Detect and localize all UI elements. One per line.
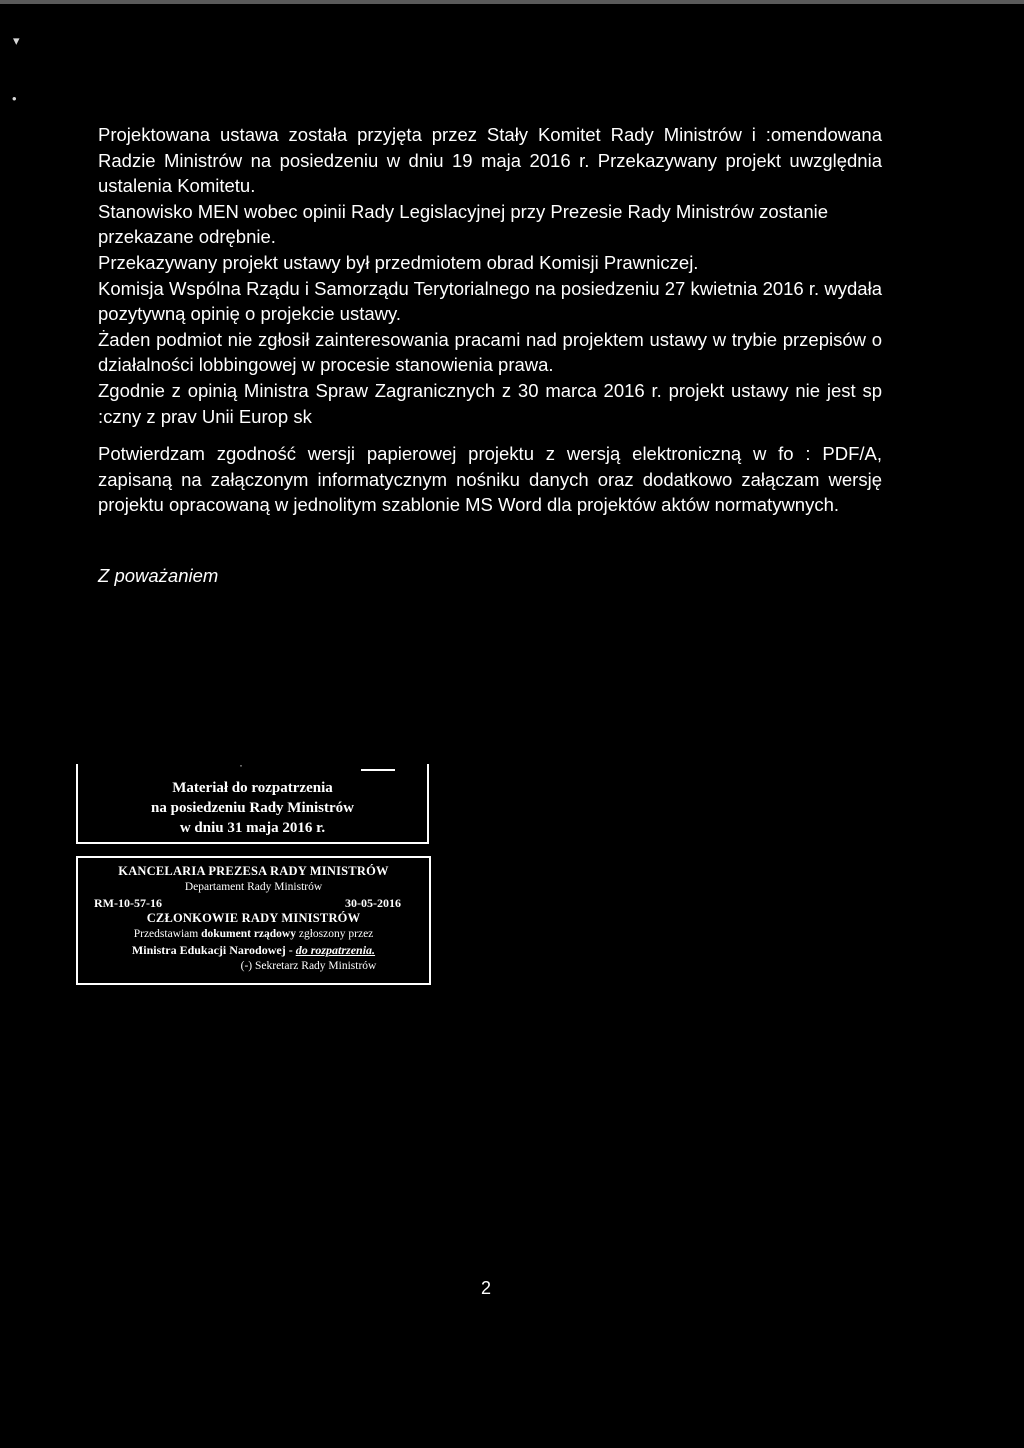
- paragraph-committee: Projektowana ustawa została przyjęta przez Stały Komitet Rady Ministrów i :omendowana Radzie Ministrów na posiedzeniu w dniu 19 maja 2016 r. Przekazywany projekt uwzględnia ustalenia Komitetu.: [98, 124, 882, 197]
- secretary-signature: (-) Sekretarz Rady Ministrów: [240, 959, 377, 972]
- scan-speck: •: [12, 91, 17, 106]
- material-stamp-line: Materiał do rozpatrzenia: [172, 780, 333, 796]
- presentation-suffix: zgłoszony przez: [298, 928, 374, 941]
- paragraph-legal-commission: Przekazywany projekt ustawy był przedmiotem obrad Komisji Prawniczej.: [98, 251, 699, 273]
- paragraph-lobbying: Żaden podmiot nie zgłosił zainteresowania pracami nad projektem ustawy w trybie przepisów o działalności lobbingowej w procesie stanowienia prawa.: [98, 328, 882, 376]
- paragraph-eu-law: Zgodnie z opinią Ministra Spraw Zagranicznych z 30 marca 2016 r. projekt ustawy nie jest sp :czny z prav Unii Europ sk: [98, 379, 882, 427]
- scan-speck: ▾: [13, 33, 20, 48]
- minister-name: Ministra Edukacji Narodowej -: [131, 942, 293, 957]
- presentation-document: dokument rządowy: [201, 928, 296, 941]
- chancellery-recipients: CZŁONKOWIE RADY MINISTRÓW: [146, 911, 361, 926]
- closing-greeting: Z poważaniem: [98, 565, 219, 586]
- chancellery-presentation: [78, 927, 429, 943]
- material-stamp-line: w dniu 31 maja 2016 r.: [179, 820, 326, 836]
- scan-speck: ·: [239, 758, 243, 772]
- chancellery-minister-line: [78, 943, 429, 959]
- chancellery-reference-row: [78, 896, 429, 912]
- chancellery-department: Departament Rady Ministrów: [184, 880, 323, 893]
- purpose-text: do rozpatrzenia.: [295, 942, 376, 957]
- paragraph-joint-commission: Komisja Wspólna Rządu i Samorządu Terytorialnego na posiedzeniu 27 kwietnia 2016 r. wydała pozytywną opinię o projekcie ustawy.: [98, 277, 882, 325]
- page-number: 2: [481, 1278, 492, 1298]
- chancellery-office: KANCELARIA PREZESA RADY MINISTRÓW: [118, 864, 389, 878]
- reference-date: 30-05-2016: [345, 895, 401, 910]
- material-stamp: [76, 764, 429, 844]
- scan-top-edge: [0, 0, 1024, 4]
- paragraph-electronic-version: Potwierdzam zgodność wersji papierowej projektu z wersją elektroniczną w fo : PDF/A, zapisaną na załączonym informatycznym nośniku danych oraz dodatkowo załączam wersję projektu opracowaną w jednolitym szablonie MS Word dla projektów aktów normatywnych.: [98, 443, 882, 516]
- presentation-prefix: Przedstawiam: [133, 928, 199, 941]
- chancellery-stamp: [76, 856, 431, 985]
- material-stamp-line: na posiedzeniu Rady Ministrów: [151, 800, 354, 816]
- reference-number: RM-10-57-16: [94, 895, 162, 910]
- paragraph-legislative-council: Stanowisko MEN wobec opinii Rady Legislacyjnej przy Prezesie Rady Ministrów zostanie przekazane odrębnie.: [98, 200, 829, 248]
- letter-body: [98, 122, 882, 518]
